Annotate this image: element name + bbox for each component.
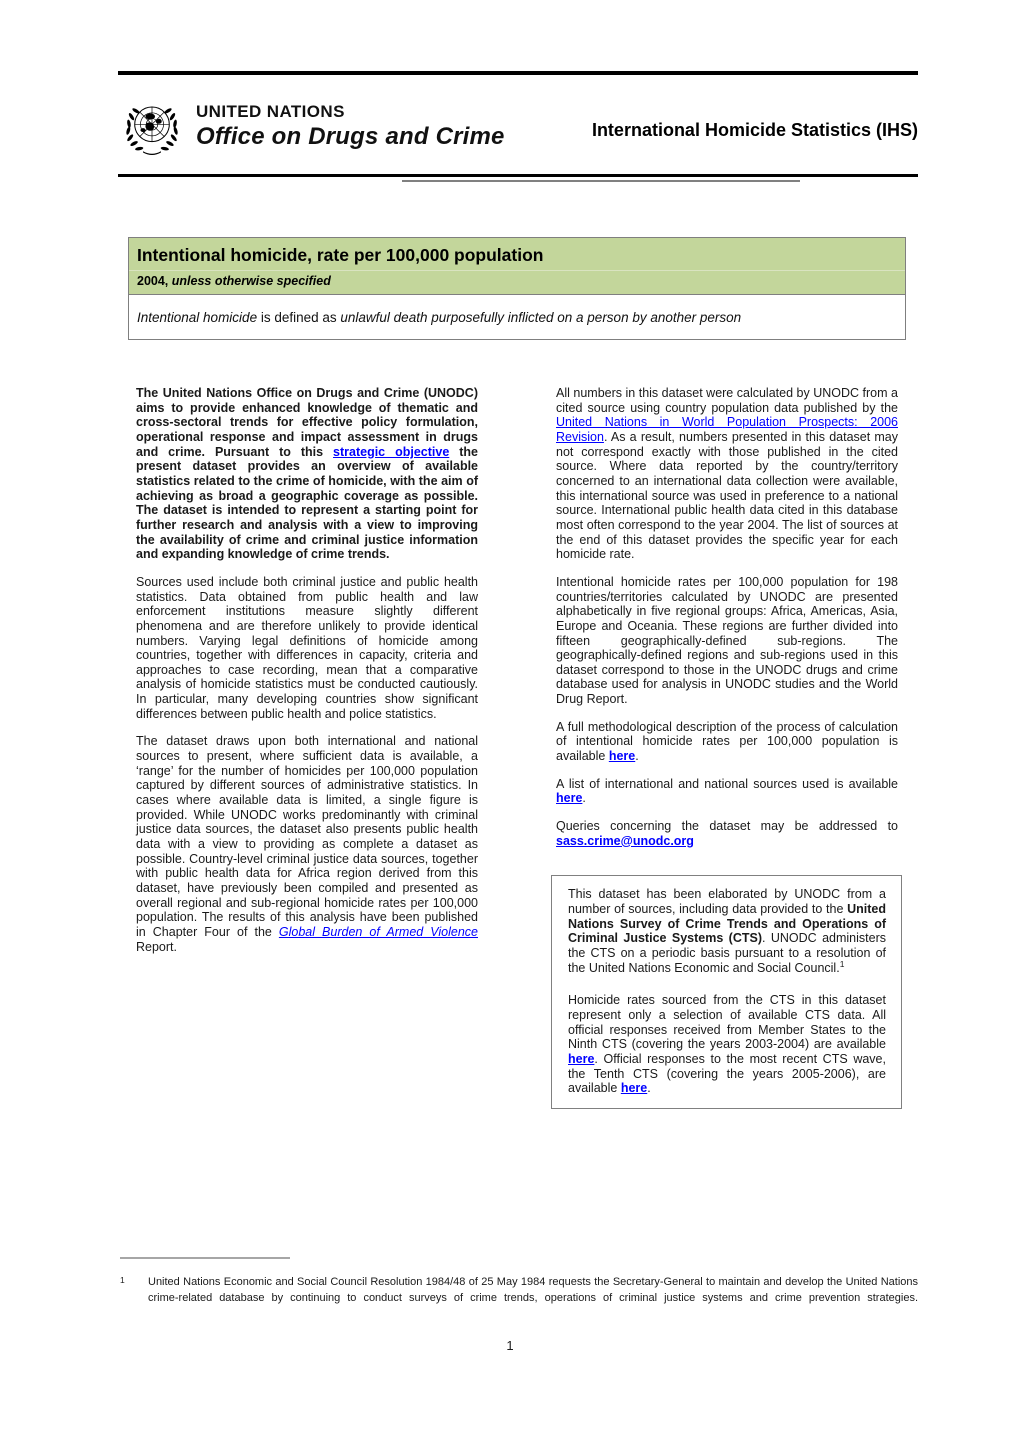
footnote-text <box>148 1274 918 1306</box>
text-segment: All numbers in this dataset were calculated by UNODC from a cited source using country population data published by the <box>556 386 898 415</box>
paragraph-dataset-range <box>136 734 478 954</box>
paragraph-sources-list <box>556 777 898 806</box>
text-segment: United Nations Economic and Social Council Resolution 1984/48 of 25 May 1984 requests the Secretary-General to maintain and develop the United Nations crime-related database by continuing to conduct surveys of crime trends, operations of criminal justice systems and crime prevention strategies. <box>148 1276 918 1304</box>
text-segment: . UNODC administers the CTS on a periodic basis pursuant to a resolution of the United Nations Economic and Social Council. <box>568 931 886 975</box>
paragraph-cts-description <box>568 887 886 975</box>
top-rule <box>118 71 918 75</box>
text-segment: Sources used include both criminal justice and public health statistics. Data obtained from public health and law enforcement institutions measure slightly different phenomena and are therefore unlikely to provide identical numbers. Varying legal definitions of homicide among countries, together with differences in capacity, criteria and approaches to case recording, mean that a comparative analysis of homicide statistics must be conducted cautiously. In particular, many developing countries show significant differences between public health and police statistics. <box>136 574 478 721</box>
header-rule-shadow <box>402 180 800 182</box>
right-column <box>556 386 898 1109</box>
document-header <box>120 88 918 172</box>
email-link[interactable]: sass.crime@unodc.org <box>556 833 694 848</box>
paragraph-methodology <box>556 720 898 764</box>
text-segment: . <box>635 749 639 764</box>
header-rule <box>118 174 918 177</box>
text-segment: United Nations Survey of Crime Trends and Operations of Criminal Justice Systems (CTS) <box>568 902 886 946</box>
document-title: International Homicide Statistics (IHS) <box>591 120 918 140</box>
text-segment: Intentional homicide <box>137 310 258 325</box>
left-column <box>136 386 478 1109</box>
footnote <box>120 1274 918 1306</box>
text-segment: unless otherwise specified <box>168 274 331 288</box>
homicide-definition <box>129 295 905 339</box>
ninth-cts-here-link[interactable]: here <box>568 1051 595 1066</box>
dataset-title-header <box>129 238 905 295</box>
strategic-objective-link[interactable]: strategic objective <box>333 444 450 459</box>
cts-info-box <box>551 875 902 1109</box>
paragraph-regions <box>556 575 898 707</box>
text-segment: the present dataset provides an overview of available statistics related to the crime of homicide, with the aim of achieving as broad a geographic coverage as possible. The dataset is intended to represent a starting point for further research and analysis with a view to improving the availability of crime and criminal justice information and expanding knowledge of crime trends. <box>136 444 478 562</box>
paragraph-calculation <box>556 386 898 562</box>
dataset-title: Intentional homicide, rate per 100,000 population <box>137 245 544 265</box>
org-office: Office on Drugs and Crime <box>196 123 505 150</box>
title-divider <box>129 270 905 271</box>
footnote-number: 1 <box>120 1275 125 1285</box>
sources-here-link[interactable]: here <box>556 791 583 806</box>
global-burden-armed-violence-link[interactable]: Global Burden of Armed Violence <box>278 924 478 939</box>
paragraph-queries <box>556 819 898 848</box>
text-segment: . <box>582 791 586 806</box>
text-segment: This dataset has been elaborated by UNODC from a number of sources, including data provided to the <box>568 887 886 917</box>
page-number: 1 <box>506 1338 514 1353</box>
text-segment: The United Nations Office on Drugs and Crime (UNODC) aims to provide enhanced knowledge of thematic and cross-sectoral trends for effective policy formulation, operational response and impact assessment in drugs and crime. Pursuant to this <box>136 386 478 459</box>
footnote-separator <box>120 1257 290 1259</box>
text-segment: A full methodological description of the process of calculation of intentional homicide rates per 100,000 population is available <box>556 719 898 764</box>
text-segment: unlawful death purposefully inflicted on a person by another person <box>340 310 742 325</box>
world-population-prospects-link[interactable]: United Nations in World Population Prospects: 2006 Revision <box>556 415 898 444</box>
org-brand <box>196 88 505 151</box>
paragraph-cts-responses <box>568 993 886 1096</box>
text-segment: 1 <box>839 958 845 969</box>
text-segment: The dataset draws upon both international and national sources to present, where sufficient data is available, a ‘range’ for the number of homicides per 100,000 population captured by different sources of administrative statistics. In cases where available data is limited, a single figure is provided. While UNODC works predominantly with criminal justice data sources, the dataset also presents public health data with a view to providing as complete a dataset as possible. Country-level criminal justice data sources, together with public health data for Africa region derived from this dataset, have previously been compiled and presented as overall regional and sub-regional homicide rates per 100,000 population. The results of this analysis have been published in Chapter Four of the <box>136 734 478 939</box>
paragraph-unodc-mission <box>136 386 478 562</box>
dataset-subtitle <box>137 274 895 288</box>
text-segment: Queries concerning the dataset may be addressed to <box>556 819 898 834</box>
un-emblem-icon <box>120 92 184 172</box>
tenth-cts-here-link[interactable]: here <box>620 1081 648 1096</box>
org-name: UNITED NATIONS <box>196 102 345 121</box>
text-segment: Report. <box>136 939 177 954</box>
text-segment: Intentional homicide rates per 100,000 population for 198 countries/territories calculated by UNODC are presented alphabetically in five regional groups: Africa, Americas, Asia, Europe and Oceania. These regions are further divided into fifteen geographically-defined sub-regions. The geographically-defined regions and sub-regions used in this dataset correspond to those in the UNODC drugs and crime database used for analysis in UNODC studies and the World Drug Report. <box>556 574 898 707</box>
text-segment: A list of international and national sources used is available <box>556 776 898 791</box>
text-segment: 2004, <box>137 274 169 288</box>
methodology-here-link[interactable]: here <box>608 749 636 764</box>
text-segment: . As a result, numbers presented in this dataset may not correspond exactly with those published in the cited source. Where data reported by the country/territory concerned to an international data collection were available, this international source was used in preference to a national source. International public health data cited in this database most often correspond to the year 2004. The list of sources at the end of this dataset provides the specific year for each homicide rate. <box>556 429 898 562</box>
body-columns <box>136 386 898 1109</box>
text-segment: Homicide rates sourced from the CTS in this dataset represent only a selection of available CTS data. All official responses received from Member States to the Ninth CTS (covering the years 2003-2004) are available <box>568 993 886 1052</box>
text-segment: . <box>647 1081 651 1096</box>
paragraph-sources <box>136 575 478 722</box>
text-segment: is defined as <box>257 310 341 325</box>
dataset-title-box <box>128 237 906 340</box>
text-segment: . Official responses to the most recent CTS wave, the Tenth CTS (covering the years 2005-2006), are available <box>568 1051 886 1096</box>
